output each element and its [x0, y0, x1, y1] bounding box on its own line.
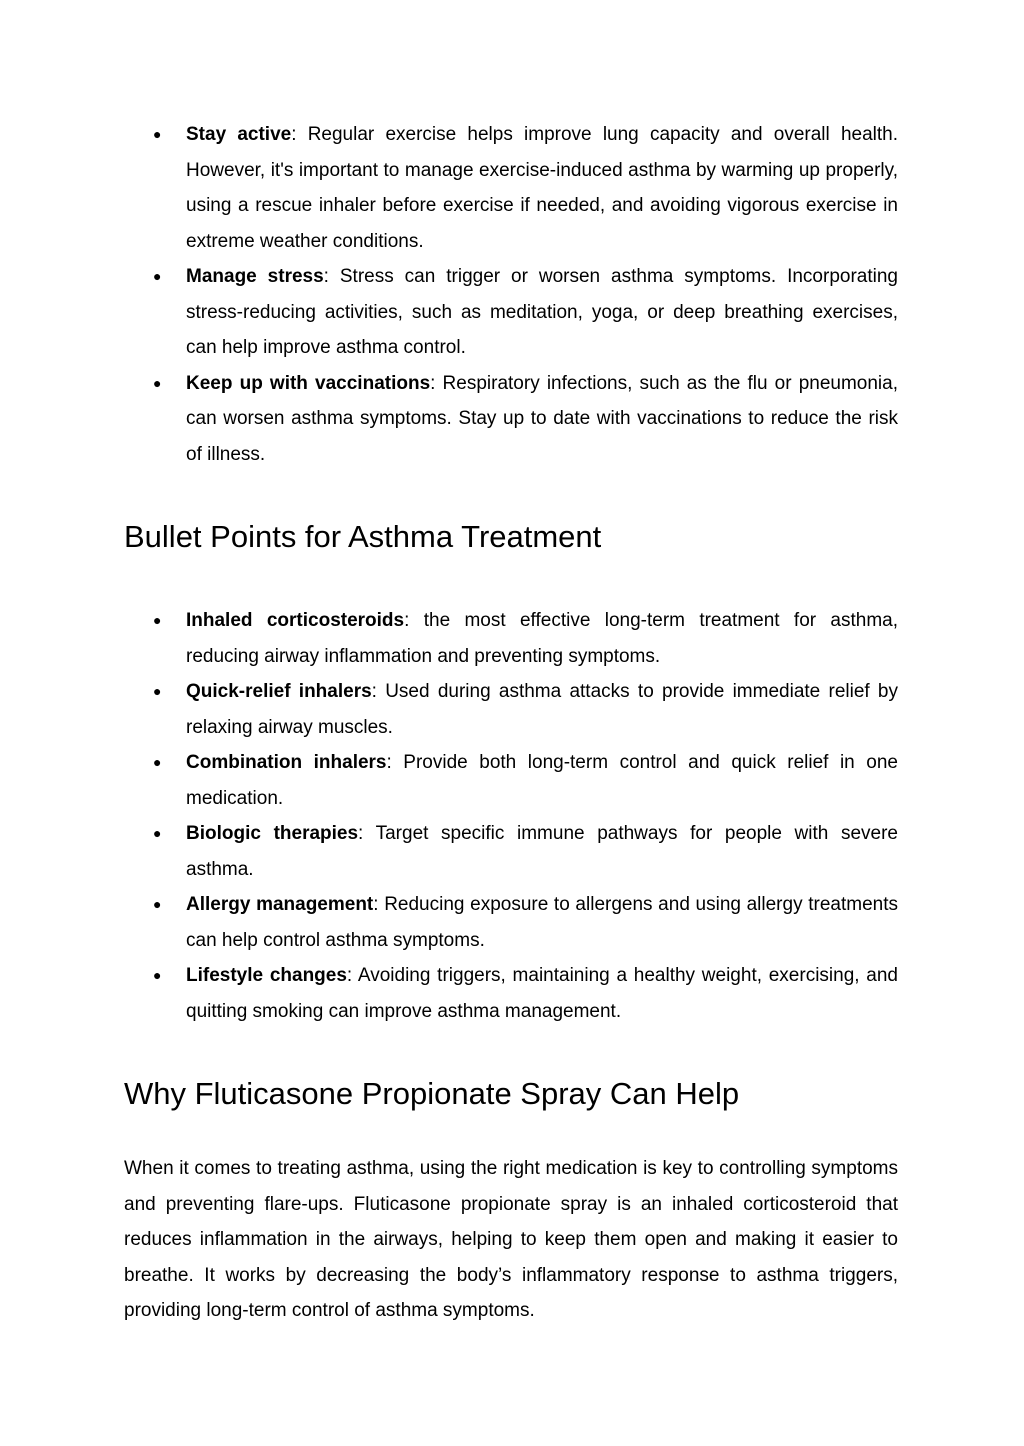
list-item-term: Inhaled corticosteroids [186, 610, 405, 631]
bullet-icon: ● [153, 825, 162, 841]
section-heading-treatment: Bullet Points for Asthma Treatment [124, 519, 602, 554]
bullet-icon: ● [153, 896, 162, 912]
list-item-term: Keep up with vaccinations [186, 372, 431, 394]
list-item-term: Combination inhalers [186, 752, 387, 773]
list-item-term: Biologic therapies [186, 823, 359, 844]
list-item [124, 603, 898, 674]
list-item-text: : Reducing exposure to allergens and using allergy treatments can help control asthma symptoms. [186, 894, 898, 951]
list-item-text: : Used during asthma attacks to provide immediate relief by relaxing airway muscles. [186, 681, 898, 738]
treatment-bullet-list [124, 603, 898, 1029]
list-item-term: Quick-relief inhalers [186, 681, 372, 702]
section-heading-why: Why Fluticasone Propionate Spray Can Help [124, 1076, 740, 1111]
list-item-text: : Avoiding triggers, maintaining a healthy weight, exercising, and quitting smoking can improve asthma management. [186, 965, 899, 1022]
list-item [124, 745, 898, 816]
bullet-icon: ● [153, 268, 162, 284]
bullet-icon: ● [153, 683, 162, 699]
list-item [124, 117, 898, 259]
bullet-icon: ● [153, 374, 162, 391]
list-item-term: Manage stress [186, 266, 324, 287]
list-item-text: : Stress can trigger or worsen asthma symptoms. Incorporating stress-reducing activities, such as meditation, yoga, or deep breathing exercises, can help improve asthma control. [186, 266, 898, 358]
list-item-text: : Provide both long-term control and quick relief in one medication. [186, 752, 898, 809]
why-paragraph: When it comes to treating asthma, using the right medication is key to controlling symptoms and preventing flare-ups. Fluticasone propionate spray is an inhaled corticosteroid that reduces inflammation in the airways, helping to keep them open and making it easier to breathe. It works by decreasing the body’s inflammatory response to asthma triggers, providing long-term control of asthma symptoms. [124, 1158, 898, 1321]
list-item-text: : the most effective long-term treatment for asthma, reducing airway inflammation and preventing symptoms. [186, 610, 899, 667]
bullet-icon: ● [153, 754, 162, 770]
list-item-text: : Regular exercise helps improve lung capacity and overall health. However, it's important to manage exercise-induced asthma by warming up properly, using a rescue inhaler before exercise if needed, and avoiding vigorous exercise in extreme weather conditions. [186, 124, 898, 252]
list-item [124, 674, 898, 745]
list-item [124, 887, 898, 958]
list-item-term: Allergy management [186, 894, 374, 915]
list-item-term: Lifestyle changes [186, 965, 347, 986]
list-item [124, 958, 898, 1029]
bullet-icon: ● [153, 126, 162, 142]
bullet-icon: ● [153, 612, 162, 628]
list-item [124, 366, 898, 473]
bullet-icon: ● [153, 967, 162, 983]
list-item-text: : Respiratory infections, such as the flu or pneumonia, can worsen asthma symptoms. Stay up to date with vaccinations to reduce the risk of illness. [186, 372, 898, 465]
list-item-text: : Target specific immune pathways for people with severe asthma. [186, 823, 898, 880]
list-item-term: Stay active [186, 124, 292, 145]
list-item [124, 259, 898, 366]
document-page [124, 117, 898, 1329]
lifestyle-bullet-list [124, 117, 898, 472]
list-item [124, 816, 898, 887]
